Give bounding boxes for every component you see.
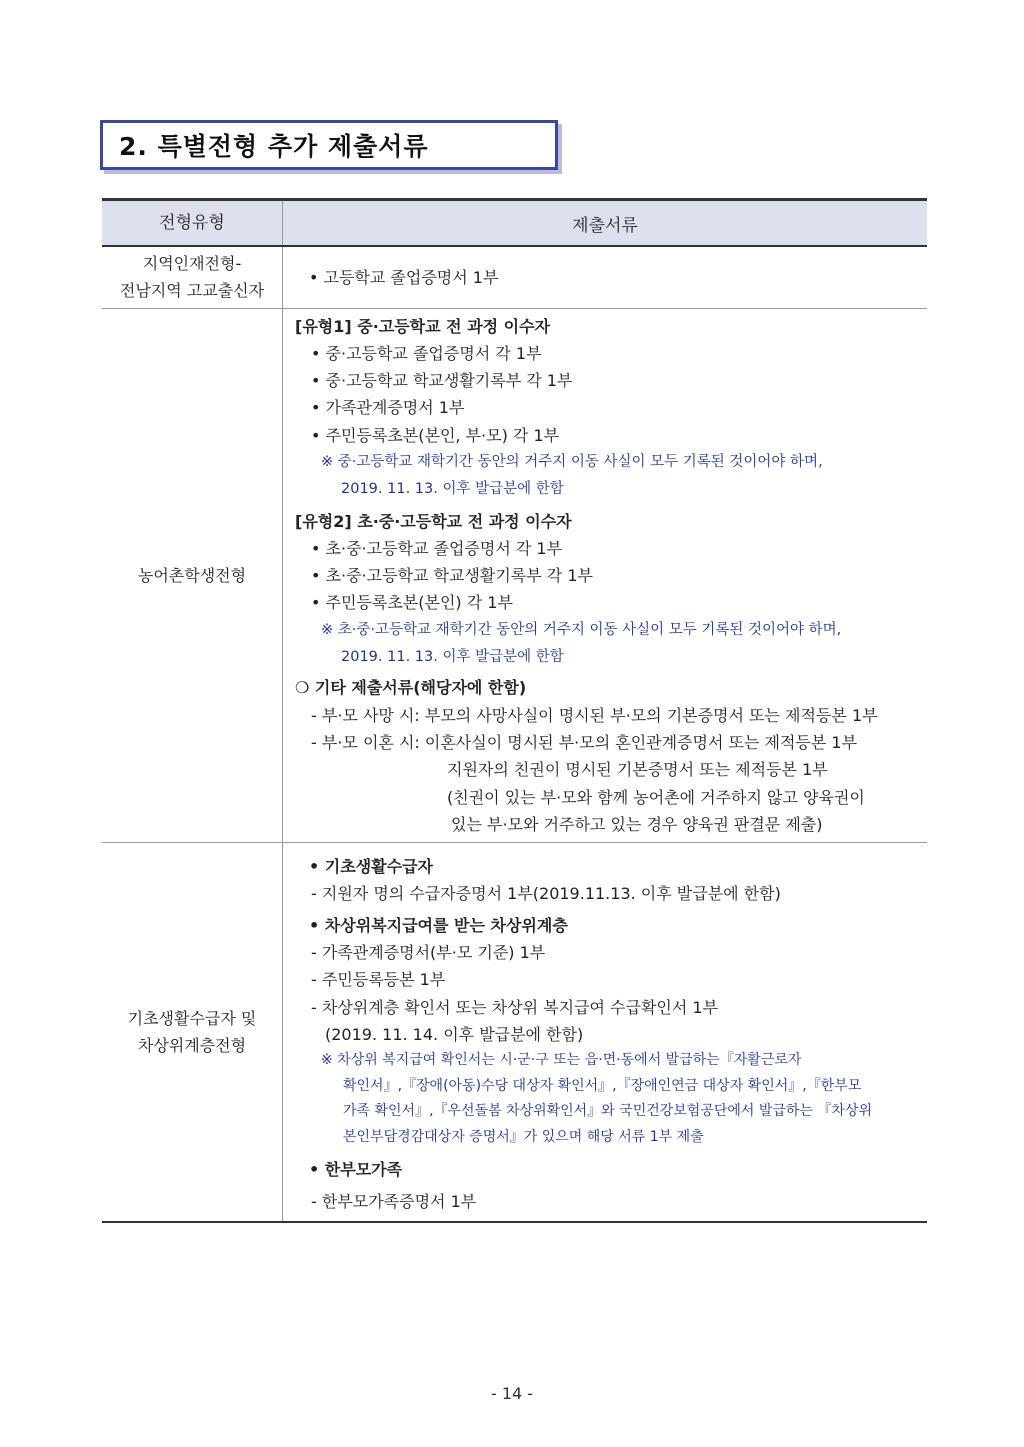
- subsection-heading: [유형2] 초·중·고등학교 전 과정 이수자: [295, 511, 572, 531]
- list-item: • 초·중·고등학교 학교생활기록부 각 1부: [311, 566, 593, 586]
- note-line: ※ 초·중·고등학교 재학기간 동안의 거주지 이동 사실이 모두 기록된 것이어야 하며,: [321, 621, 842, 638]
- note-line: 2019. 11. 13. 이후 발급분에 한함: [341, 481, 564, 498]
- row2-type: 농어촌학생전형: [102, 308, 283, 843]
- header-type: 전형유형: [102, 200, 283, 247]
- list-item: 있는 부·모와 거주하고 있는 경우 양육권 판결문 제출): [451, 814, 823, 834]
- subsection-heading: • 차상위복지급여를 받는 차상위계층: [309, 915, 568, 935]
- documents-table: [102, 198, 927, 1223]
- note-line: 본인부담경감대상자 증명서』가 있으며 해당 서류 1부 제출: [343, 1128, 704, 1145]
- list-item: - 부·모 이혼 시: 이혼사실이 명시된 부·모의 혼인관계증명서 또는 제적등본 1부: [311, 732, 858, 752]
- subsection-heading: • 기초생활수급자: [309, 857, 433, 877]
- row1-type-line1: 지역인재전형-: [142, 254, 242, 274]
- row3-docs: [283, 843, 928, 1222]
- list-item: - 부·모 사망 시: 부모의 사망사실이 명시된 부·모의 기본증명서 또는 제적등본 1부: [311, 705, 878, 725]
- note-line: 2019. 11. 13. 이후 발급분에 한함: [341, 649, 564, 666]
- row1-type-line2: 전남지역 고교출신자: [119, 281, 265, 301]
- note-line: ※ 차상위 복지급여 확인서는 시·군·구 또는 읍·면·동에서 발급하는『자활근로자: [321, 1052, 802, 1069]
- table-header-row: [102, 200, 927, 247]
- list-item: 지원자의 친권이 명시된 기본증명서 또는 제적등본 1부: [447, 760, 828, 780]
- list-item: (친권이 있는 부·모와 함께 농어촌에 거주하지 않고 양육권이: [447, 787, 865, 807]
- list-item: - 차상위계층 확인서 또는 차상위 복지급여 수급확인서 1부: [311, 997, 719, 1017]
- table-row: [102, 843, 927, 1222]
- note-line: 가족 확인서』,『우선돌봄 차상위확인서』와 국민건강보험공단에서 발급하는 『차상위: [343, 1103, 872, 1120]
- note-line: ※ 중·고등학교 재학기간 동안의 거주지 이동 사실이 모두 기록된 것이어야 하며,: [321, 453, 823, 470]
- list-item: • 고등학교 졸업증명서 1부: [309, 267, 499, 287]
- list-item: • 중·고등학교 졸업증명서 각 1부: [311, 343, 542, 363]
- table-row: [102, 246, 927, 308]
- section-title: 2. 특별전형 추가 제출서류: [100, 120, 558, 170]
- list-item: - 지원자 명의 수급자증명서 1부(2019.11.13. 이후 발급분에 한함): [311, 884, 781, 904]
- row3-type-line2: 차상위계층전형: [137, 1035, 247, 1055]
- list-item: • 초·중·고등학교 졸업증명서 각 1부: [311, 538, 563, 558]
- list-item: - 가족관계증명서(부·모 기준) 1부: [311, 943, 546, 963]
- row3-type: [102, 843, 283, 1222]
- list-item: • 주민등록초본(본인) 각 1부: [311, 593, 513, 613]
- row1-type: [102, 246, 283, 308]
- subsection-heading: ❍ 기타 제출서류(해당자에 한함): [295, 678, 527, 698]
- list-item: • 주민등록초본(본인, 부·모) 각 1부: [311, 425, 560, 445]
- note-line: 확인서』,『장애(아동)수당 대상자 확인서』,『장애인연금 대상자 확인서』,『한부모: [343, 1077, 862, 1094]
- table-row: [102, 308, 927, 843]
- header-docs: 제출서류: [283, 200, 928, 247]
- row3-type-line1: 기초생활수급자 및: [127, 1008, 257, 1028]
- page-number: - 14 -: [490, 1384, 534, 1403]
- list-item: • 중·고등학교 학교생활기록부 각 1부: [311, 371, 573, 391]
- row2-docs: [283, 308, 928, 843]
- list-item: - 한부모가족증명서 1부: [311, 1191, 477, 1211]
- row1-docs: [283, 246, 928, 308]
- list-item: (2019. 11. 14. 이후 발급분에 한함): [325, 1024, 584, 1044]
- subsection-heading: [유형1] 중·고등학교 전 과정 이수자: [295, 316, 551, 336]
- subsection-heading: • 한부모가족: [309, 1160, 403, 1180]
- list-item: - 주민등록등본 1부: [311, 970, 446, 990]
- list-item: • 가족관계증명서 1부: [311, 398, 465, 418]
